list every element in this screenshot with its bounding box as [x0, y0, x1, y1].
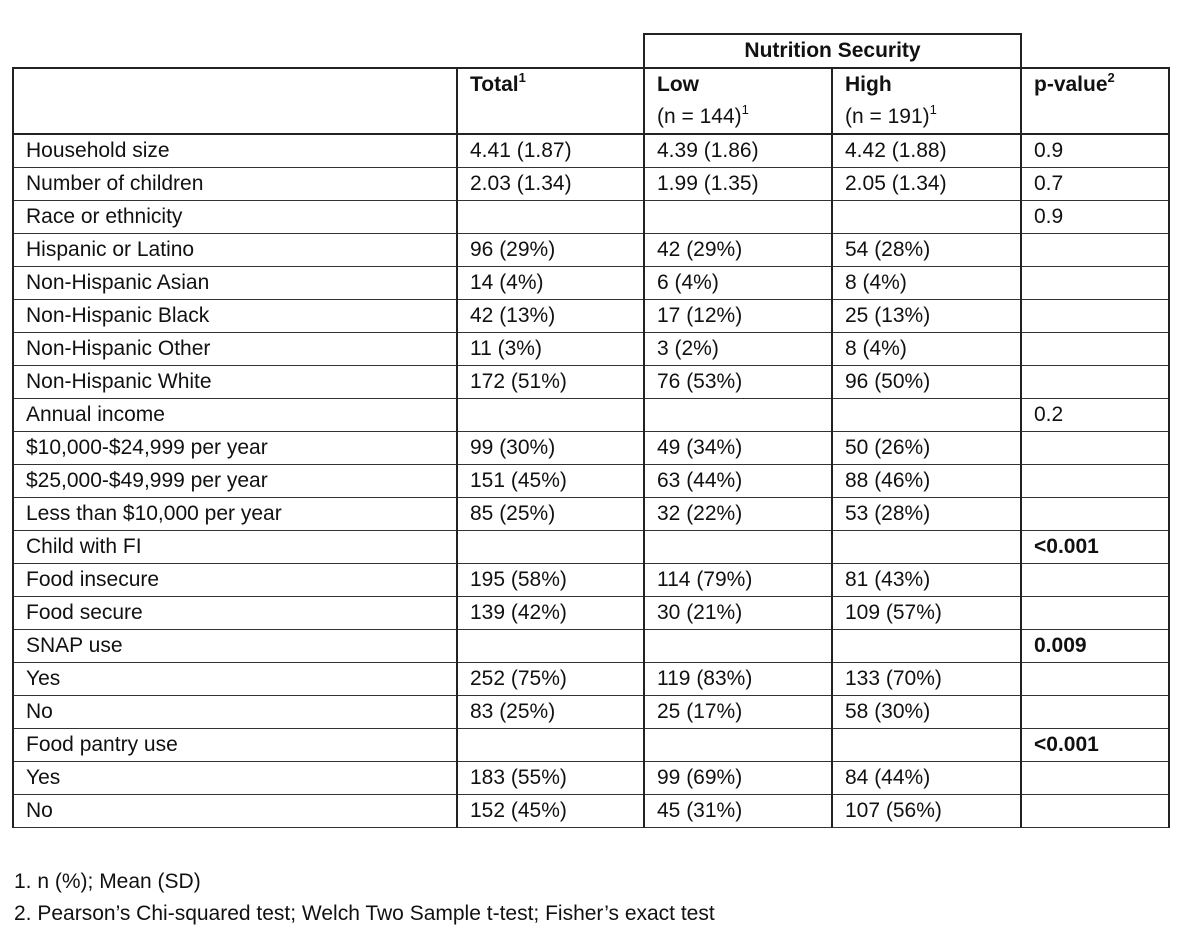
- row-label: Child with FI: [13, 531, 457, 564]
- cell-pvalue: [1021, 300, 1169, 333]
- cell-low: 45 (31%): [644, 795, 832, 828]
- cell-total: [457, 531, 644, 564]
- cell-pvalue: 0.009: [1021, 630, 1169, 663]
- header-total: Total$^1$: [457, 68, 644, 134]
- cell-pvalue: [1021, 333, 1169, 366]
- cell-high: 53 (28%): [832, 498, 1021, 531]
- cell-total: 252 (75%): [457, 663, 644, 696]
- cell-total: 183 (55%): [457, 762, 644, 795]
- row-label: Food pantry use: [13, 729, 457, 762]
- cell-low: [644, 399, 832, 432]
- cell-total: 83 (25%): [457, 696, 644, 729]
- cell-total: 11 (3%): [457, 333, 644, 366]
- row-label: Food secure: [13, 597, 457, 630]
- cell-high: 8 (4%): [832, 267, 1021, 300]
- cell-pvalue: 0.2: [1021, 399, 1169, 432]
- cell-pvalue: [1021, 234, 1169, 267]
- cell-high: 54 (28%): [832, 234, 1021, 267]
- cell-low: 17 (12%): [644, 300, 832, 333]
- cell-high: 81 (43%): [832, 564, 1021, 597]
- row-label: Yes: [13, 663, 457, 696]
- cell-low: [644, 729, 832, 762]
- cell-total: 96 (29%): [457, 234, 644, 267]
- table-row: [13, 300, 1169, 333]
- cell-high: 8 (4%): [832, 333, 1021, 366]
- cell-pvalue: 0.7: [1021, 168, 1169, 201]
- cell-high: [832, 201, 1021, 234]
- cell-low: 49 (34%): [644, 432, 832, 465]
- cell-pvalue: [1021, 465, 1169, 498]
- row-label: SNAP use: [13, 630, 457, 663]
- cell-low: [644, 531, 832, 564]
- row-label: $25,000-$49,999 per year: [13, 465, 457, 498]
- table-row: [13, 729, 1169, 762]
- cell-high: 88 (46%): [832, 465, 1021, 498]
- cell-low: 25 (17%): [644, 696, 832, 729]
- cell-total: 139 (42%): [457, 597, 644, 630]
- row-label: Yes: [13, 762, 457, 795]
- table-row: [13, 333, 1169, 366]
- row-label: Less than $10,000 per year: [13, 498, 457, 531]
- row-label: $10,000-$24,999 per year: [13, 432, 457, 465]
- cell-high: 133 (70%): [832, 663, 1021, 696]
- row-label: Non-Hispanic Other: [13, 333, 457, 366]
- row-label: Hispanic or Latino: [13, 234, 457, 267]
- table-row: [13, 795, 1169, 828]
- cell-low: 119 (83%): [644, 663, 832, 696]
- cell-low: 30 (21%): [644, 597, 832, 630]
- cell-total: 152 (45%): [457, 795, 644, 828]
- table-row: [13, 597, 1169, 630]
- cell-low: 63 (44%): [644, 465, 832, 498]
- cell-total: 172 (51%): [457, 366, 644, 399]
- row-label: Annual income: [13, 399, 457, 432]
- cell-high: 58 (30%): [832, 696, 1021, 729]
- table-row: [13, 168, 1169, 201]
- cell-low: 3 (2%): [644, 333, 832, 366]
- row-label: No: [13, 696, 457, 729]
- row-label: Non-Hispanic Black: [13, 300, 457, 333]
- table-row: [13, 267, 1169, 300]
- cell-total: 85 (25%): [457, 498, 644, 531]
- cell-high: 4.42 (1.88): [832, 134, 1021, 168]
- cell-low: 99 (69%): [644, 762, 832, 795]
- table-row: [13, 134, 1169, 168]
- cell-total: 195 (58%): [457, 564, 644, 597]
- cell-total: 151 (45%): [457, 465, 644, 498]
- cell-total: [457, 201, 644, 234]
- cell-pvalue: [1021, 597, 1169, 630]
- cell-pvalue: [1021, 696, 1169, 729]
- header-pvalue: p-value$^2$: [1021, 68, 1169, 134]
- cell-total: 42 (13%): [457, 300, 644, 333]
- cell-pvalue: <0.001: [1021, 531, 1169, 564]
- table-row: [13, 399, 1169, 432]
- row-label: Non-Hispanic White: [13, 366, 457, 399]
- cell-high: [832, 531, 1021, 564]
- table-body: [13, 134, 1169, 828]
- cell-high: 96 (50%): [832, 366, 1021, 399]
- row-label: No: [13, 795, 457, 828]
- cell-pvalue: [1021, 762, 1169, 795]
- cell-pvalue: 0.9: [1021, 201, 1169, 234]
- table-row: [13, 630, 1169, 663]
- table-row: [13, 663, 1169, 696]
- cell-low: 76 (53%): [644, 366, 832, 399]
- footnote-2: 2. Pearson’s Chi-squared test; Welch Two Sample t-test; Fisher’s exact test: [14, 902, 715, 925]
- cell-pvalue: [1021, 564, 1169, 597]
- cell-high: 109 (57%): [832, 597, 1021, 630]
- table-row: [13, 498, 1169, 531]
- cell-high: 25 (13%): [832, 300, 1021, 333]
- cell-high: 107 (56%): [832, 795, 1021, 828]
- cell-high: [832, 729, 1021, 762]
- cell-total: [457, 729, 644, 762]
- cell-low: [644, 630, 832, 663]
- cell-pvalue: [1021, 498, 1169, 531]
- cell-pvalue: [1021, 795, 1169, 828]
- cell-total: 14 (4%): [457, 267, 644, 300]
- footnote-1: 1. n (%); Mean (SD): [14, 870, 201, 893]
- cell-low: [644, 201, 832, 234]
- header-label-blank: [13, 68, 457, 134]
- cell-total: [457, 399, 644, 432]
- cell-high: [832, 630, 1021, 663]
- cell-high: 84 (44%): [832, 762, 1021, 795]
- cell-pvalue: [1021, 432, 1169, 465]
- cell-low: 4.39 (1.86): [644, 134, 832, 168]
- header-low: Low (n = 144)$^1$: [644, 68, 832, 134]
- cell-low: 6 (4%): [644, 267, 832, 300]
- row-label: Race or ethnicity: [13, 201, 457, 234]
- table-row: [13, 762, 1169, 795]
- cell-pvalue: [1021, 663, 1169, 696]
- column-header-row: [13, 68, 1169, 134]
- row-label: Number of children: [13, 168, 457, 201]
- cell-total: [457, 630, 644, 663]
- cell-high: 2.05 (1.34): [832, 168, 1021, 201]
- cell-high: [832, 399, 1021, 432]
- cell-total: 99 (30%): [457, 432, 644, 465]
- cell-pvalue: [1021, 267, 1169, 300]
- summary-table-container: [12, 33, 1168, 828]
- table-row: [13, 564, 1169, 597]
- cell-low: 1.99 (1.35): [644, 168, 832, 201]
- row-label: Household size: [13, 134, 457, 168]
- cell-pvalue: 0.9: [1021, 134, 1169, 168]
- cell-low: 32 (22%): [644, 498, 832, 531]
- table-row: [13, 234, 1169, 267]
- table-row: [13, 465, 1169, 498]
- table-row: [13, 432, 1169, 465]
- summary-table: [12, 33, 1170, 828]
- footnotes: [14, 866, 715, 930]
- table-row: [13, 531, 1169, 564]
- cell-low: 42 (29%): [644, 234, 832, 267]
- cell-pvalue: <0.001: [1021, 729, 1169, 762]
- table-row: [13, 201, 1169, 234]
- group-header-row: [13, 34, 1169, 68]
- cell-total: 2.03 (1.34): [457, 168, 644, 201]
- group-header-nutrition-security: Nutrition Security: [644, 34, 1021, 68]
- cell-pvalue: [1021, 366, 1169, 399]
- row-label: Non-Hispanic Asian: [13, 267, 457, 300]
- table-row: [13, 696, 1169, 729]
- table-row: [13, 366, 1169, 399]
- header-high: High (n = 191)$^1$: [832, 68, 1021, 134]
- cell-total: 4.41 (1.87): [457, 134, 644, 168]
- cell-high: 50 (26%): [832, 432, 1021, 465]
- cell-low: 114 (79%): [644, 564, 832, 597]
- row-label: Food insecure: [13, 564, 457, 597]
